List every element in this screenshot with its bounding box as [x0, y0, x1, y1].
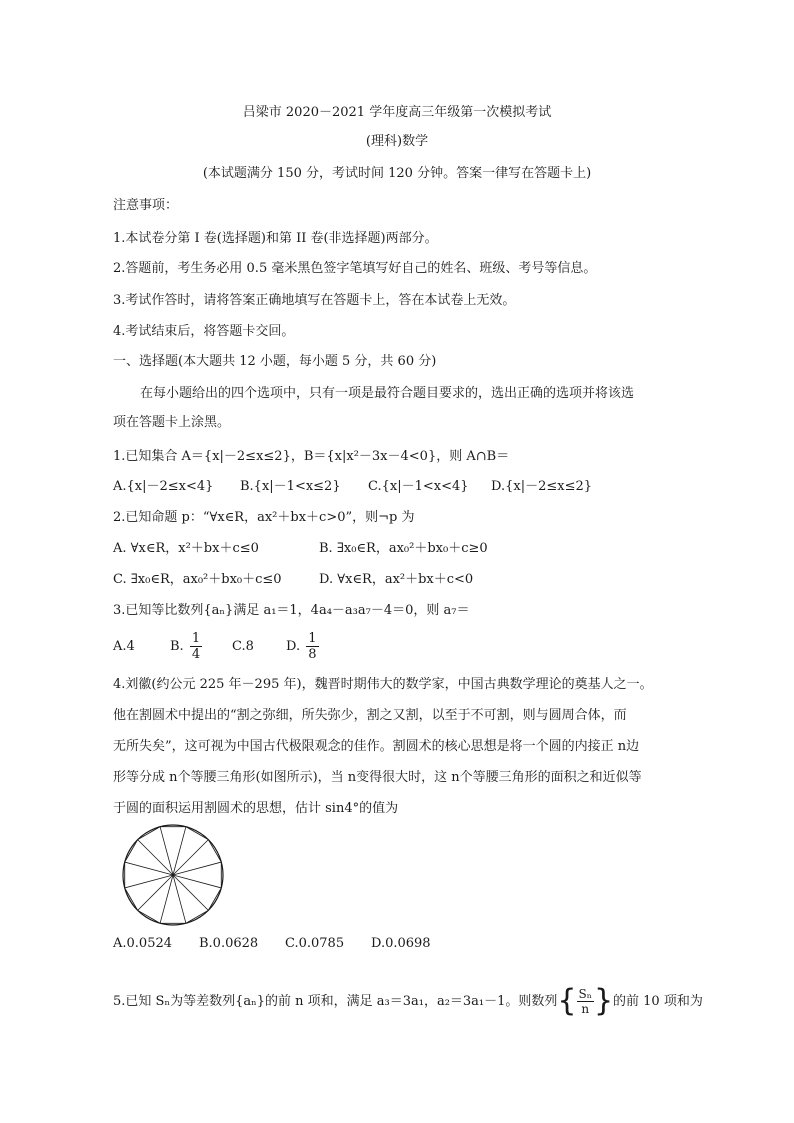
option-b [170, 629, 232, 665]
option-b: B. ∃x₀∈R，ax₀²＋bx₀＋c≥0 [319, 541, 488, 556]
radius-spoke [173, 875, 186, 923]
radius-spoke [125, 862, 173, 875]
option-c: C.{x|－1<x<4} [368, 479, 469, 494]
option-b: B.0.0628 [199, 936, 259, 951]
numerator: Sₙ [578, 987, 592, 1001]
question-4-options [113, 935, 431, 953]
exam-subtitle: (理科)数学 [365, 134, 429, 149]
question-4-line: 于圆的面积运用割圆术的思想，估计 sin4°的值为 [113, 801, 399, 816]
notice-item: 1.本试卷分第 I 卷(选择题)和第 II 卷(非选择题)两部分。 [113, 231, 438, 246]
option-a: A.4 [113, 639, 135, 654]
question-4-line: 4.刘徽(约公元 225 年－295 年)，魏晋时期伟大的数学家，中国古典数学理论的奠基人之一。 [113, 677, 653, 692]
section-instruction: 在每小题给出的四个选项中，只有一项是最符合题目要求的，选出正确的选项并将该选 [140, 386, 635, 401]
option-c: C. ∃x₀∈R，ax₀²＋bx₀＋c≤0 [113, 572, 282, 587]
section-heading: 一、选择题(本大题共 12 小题，每小题 5 分，共 60 分) [113, 354, 437, 369]
denominator: 4 [191, 647, 201, 662]
option-d-label: D. [286, 639, 301, 654]
question-5-stem [113, 984, 703, 1020]
exam-note: (本试题满分 150 分，考试时间 120 分钟。答案一律写在答题卡上) [202, 166, 592, 181]
option-a: A.0.0524 [113, 936, 173, 951]
question-3-stem: 3.已知等比数列{aₙ}满足 a₁＝1，4a₄－a₃a₇－4＝0，则 a₇＝ [113, 603, 470, 618]
notice-item: 2.答题前，考生务必用 0.5 毫米黑色签字笔填写好自己的姓名、班级、考号等信息。 [113, 261, 597, 276]
option-b: B.{x|－1<x≤2} [240, 479, 341, 494]
notice-heading: 注意事项： [113, 198, 179, 213]
option-d: D. ∀x∈R，ax²＋bx＋c<0 [319, 572, 474, 587]
radius-spoke [173, 875, 221, 888]
radius-spoke [173, 862, 221, 875]
radius-spoke [125, 875, 173, 888]
denominator: n [581, 1002, 590, 1016]
denominator: 8 [308, 647, 317, 662]
radius-spoke [173, 827, 186, 875]
question-4-line: 他在割圆术中提出的“割之弥细，所失弥少，割之又割，以至于不可割，则与圆周合体，而 [113, 708, 627, 723]
option-c: C.8 [232, 639, 254, 654]
numerator: 1 [308, 631, 317, 646]
radius-spoke [160, 827, 173, 875]
radius-spoke [138, 840, 173, 875]
question-4-line: 形等分成 n个等腰三角形(如图所示)，当 n变得很大时，这 n个等腰三角形的面积之和近似等 [113, 770, 642, 785]
question-3-options [113, 629, 321, 665]
question-5-stem-pre: 5.已知 Sₙ为等差数列{aₙ}的前 n 项和，满足 a₃＝3a₁，a₂＝3a₁－1。则数列 [113, 994, 558, 1009]
section-instruction: 项在答题卡上涂黑。 [113, 415, 231, 430]
fraction [577, 987, 594, 1016]
notice-item: 4.考试结束后，将答题卡交回。 [113, 324, 295, 339]
option-c: C.0.0785 [285, 936, 345, 951]
option-d: D.{x|－2≤x≤2} [491, 479, 593, 494]
question-1-stem: 1.已知集合 A＝{x|－2≤x≤2}，B＝{x|x²－3x－4<0}，则 A∩B＝ [113, 449, 510, 464]
radius-spoke [173, 840, 208, 875]
radius-spoke [160, 875, 173, 923]
left-brace: { [557, 983, 577, 1019]
inscribed-polygon-figure [120, 822, 226, 928]
question-4-line: 无所失矣”，这可视为中国古代极限观念的佳作。割圆术的核心思想是将一个圆的内接正 n边 [113, 739, 640, 754]
question-5-stem-post: 的前 10 项和为 [613, 994, 703, 1009]
question-2-stem: 2.已知命题 p：“∀x∈R，ax²＋bx＋c>0”，则¬p 为 [113, 510, 415, 525]
option-b-label: B. [170, 639, 184, 654]
fraction [190, 631, 202, 662]
radius-spoke [173, 875, 208, 910]
question-1-options [113, 478, 592, 496]
question-2-options-row1 [113, 540, 488, 558]
fraction [306, 631, 318, 662]
radius-spoke [138, 875, 173, 910]
numerator: 1 [191, 631, 201, 646]
question-2-options-row2 [113, 571, 473, 589]
option-a: A.{x|－2≤x<4} [113, 479, 214, 494]
right-brace: } [593, 983, 614, 1019]
option-d [286, 629, 321, 665]
notice-item: 3.考试作答时，请将答案正确地填写在答题卡上，答在本试卷上无效。 [113, 293, 516, 308]
option-a: A. ∀x∈R，x²＋bx＋c≤0 [113, 541, 259, 556]
option-d: D.0.0698 [371, 936, 431, 951]
exam-title: 吕梁市 2020－2021 学年度高三年级第一次模拟考试 [242, 105, 552, 120]
